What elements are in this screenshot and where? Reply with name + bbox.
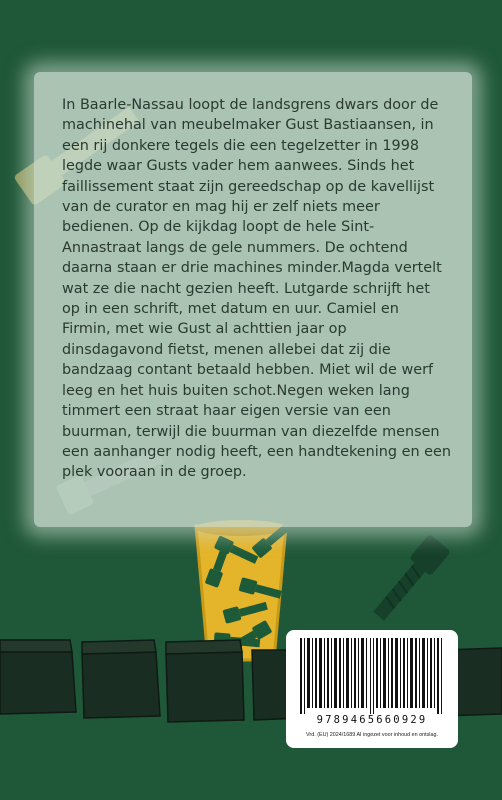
barcode (298, 638, 446, 714)
legal-notice: Vrd. (EU) 2024/1689 AI ingezet voor inhoud en ontslag. (306, 732, 438, 738)
barcode-box (286, 630, 458, 748)
isbn-number: 9789465660929 (316, 714, 428, 726)
blurb-text: In Baarle-Nassau loopt de landsgrens dwars door de machinehal van meubelmaker Gust Bastiaansen, in een rij donkere tegels die een tegelzetter in 1998 legde waar Gusts vader hem aanwees. Sinds het faillissement staat zijn gereedschap op de kavellijst van de curator en mag hij er zelf niets meer bedienen. Op de kijkdag loopt de hele Sint-Annastraat langs de gele nummers. De ochtend daarna staan er drie machines minder.Magda vertelt wat ze die nacht gezien heeft. Lutgarde schrijft het op in een schrift, met datum en uur. Camiel en Firmin, met wie Gust al achttien jaar op dinsdagavond fietst, menen allebei dat zij die bandzaag contant betaald hebben. Miet wil de werf leeg en het huis buiten schot.Negen weken lang timmert een straat haar eigen versie van een buurman, terwijl die buurman van diezelfde mensen een aanhanger nodig heeft, een handtekening en een plek vooraan in de groep. (62, 97, 451, 481)
cup-of-bolts-icon (195, 520, 293, 660)
screw-icon (368, 534, 451, 626)
